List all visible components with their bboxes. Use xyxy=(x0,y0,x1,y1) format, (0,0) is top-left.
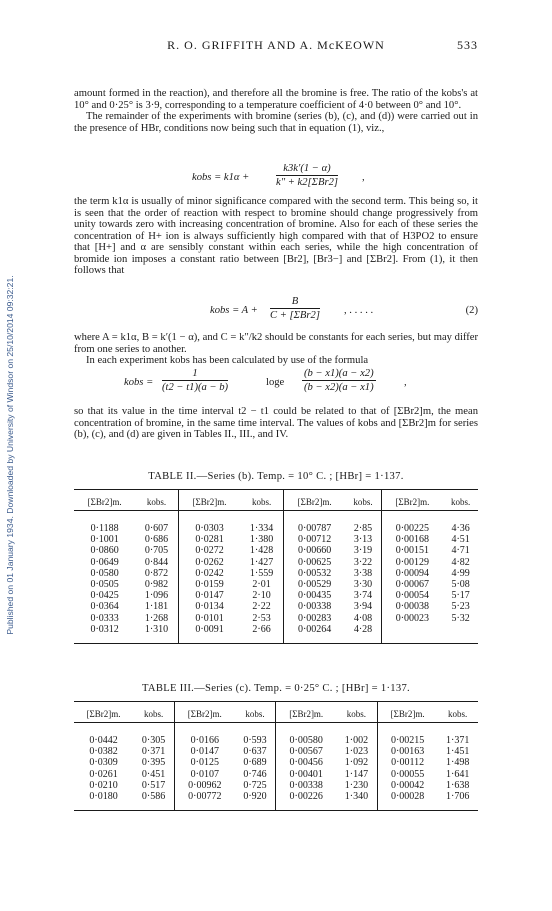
paragraph-6: so that its value in the time interval t2 − t1 could be related to that of [ΣBr2]m, the mean concentration of bromine, in the same time interval. The values of kobs and [ΣBr2]m for series (b), (c), and (d) are given in Tables II., III., and IV. xyxy=(74,406,478,440)
table-2-cell: 0·0312 xyxy=(74,624,135,644)
table-3-cell: 1·706 xyxy=(437,791,478,811)
table-2-cell: 3·22 xyxy=(345,557,381,568)
table-3-cell: 0·593 xyxy=(235,723,276,747)
paragraph-4: where A = k1α, B = k′(1 − α), and C = k″/k2 should be constants for each series, but may differ from one series to another. xyxy=(74,332,478,355)
table-2-cell: 2·53 xyxy=(240,613,283,624)
table-3-header: [ΣBr2]m. xyxy=(276,702,336,723)
table-2-cell: 0·00264 xyxy=(283,624,345,644)
text-block-1 xyxy=(74,88,478,134)
table-2-header: kobs. xyxy=(345,490,381,511)
equation-3-denominator-1: (t2 − t1)(a − b) xyxy=(162,382,229,393)
table-2-cell: 5·23 xyxy=(451,601,470,613)
table-3-cell: 1·002 xyxy=(336,723,377,747)
equation-3-log: loge xyxy=(266,377,285,388)
equation-3-fraction-2 xyxy=(302,368,376,393)
table-3-cell: 0·00580 xyxy=(289,735,323,746)
table-3-row xyxy=(74,757,478,768)
table-2-row xyxy=(74,511,478,535)
table-2-row xyxy=(74,568,478,579)
table-2-caption: TABLE II.—Series (b). Temp. = 10° C. ; [HBr] = 1·137. xyxy=(148,471,404,482)
equation-2-fraction xyxy=(270,296,320,321)
table-2-cell: 0·00338 xyxy=(297,601,332,613)
table-2-cell: 4·08 xyxy=(345,613,381,624)
table-2-cell: 1·427 xyxy=(240,557,283,568)
table-2-cell: 2·85 xyxy=(345,511,381,535)
table-3-cell: 0·0166 xyxy=(190,735,219,746)
equation-1-denominator: k″ + k2[ΣBr2] xyxy=(276,177,338,188)
table-3-cell: 0·00112 xyxy=(391,757,425,769)
table-2-cell: 0·872 xyxy=(135,568,178,579)
table-2-row xyxy=(74,590,478,601)
table-2-cell: 5·17 xyxy=(451,590,470,602)
table-2-cell: 0·00054 xyxy=(395,590,430,602)
table-3-cell: 0·00226 xyxy=(276,791,336,811)
table-2-cell: 1·380 xyxy=(240,534,283,545)
table-2-cell xyxy=(381,624,443,644)
table-2-cell: 0·1001 xyxy=(90,534,119,546)
table-2-cell: 4·82 xyxy=(451,556,470,568)
table-3-cell: 0·00028 xyxy=(377,791,437,811)
table-2-header: [ΣBr2]m. xyxy=(74,490,135,511)
text-block-4 xyxy=(74,406,478,441)
table-3-cell: 0·00338 xyxy=(289,779,323,791)
table-3-cell: 1·451 xyxy=(446,746,470,758)
table-2-header: kobs. xyxy=(135,490,178,511)
table-2-cell: 0·844 xyxy=(135,557,178,568)
table-2-cell: 4·28 xyxy=(345,624,381,644)
paragraph-2: The remainder of the experiments with bromine (series (b), (c), and (d)) were carried out in the presence of HBr, conditions now being such that in equation (1), viz., xyxy=(74,111,478,134)
table-2-row xyxy=(74,579,478,590)
page-header xyxy=(74,38,478,54)
running-title: R. O. GRIFFITH AND A. McKEOWN xyxy=(167,38,385,52)
table-2-cell: 0·0101 xyxy=(195,612,224,624)
table-2-cell: 0·0580 xyxy=(90,567,119,579)
table-2-cell: 0·00129 xyxy=(395,556,430,568)
table-2-body xyxy=(74,511,478,644)
table-2-cell: 5·08 xyxy=(451,579,470,591)
table-2-header: [ΣBr2]m. xyxy=(381,490,443,511)
equation-1-fraction xyxy=(276,163,338,188)
table-2-cell: 1·559 xyxy=(240,568,283,579)
paragraph-5: In each experiment kobs has been calculated by use of the formula xyxy=(86,355,369,366)
table-3-cell: 0·725 xyxy=(235,780,276,791)
table-2-cell: 0·0281 xyxy=(195,534,224,546)
table-3-header: kobs. xyxy=(235,702,276,723)
table-2-cell: 0·0147 xyxy=(195,590,224,602)
download-watermark xyxy=(0,0,20,911)
table-3-cell: 0·0147 xyxy=(190,746,219,758)
table-2-row xyxy=(74,545,478,556)
table-2-cell: 0·00532 xyxy=(297,567,332,579)
table-2-cell: 0·705 xyxy=(135,545,178,556)
table-2-cell: 0·00023 xyxy=(395,612,430,624)
table-3-row xyxy=(74,780,478,791)
table-3-cell: 0·00962 xyxy=(188,779,222,791)
table-2-row xyxy=(74,534,478,545)
table-2-cell: 0·00168 xyxy=(395,534,430,546)
table-2-cell: 0·00067 xyxy=(395,579,430,591)
table-3-cell: 0·0261 xyxy=(89,768,118,780)
table-2-cell: 1·334 xyxy=(240,511,283,535)
table-2-cell: 0·0242 xyxy=(195,567,224,579)
table-2-cell: 0·00225 xyxy=(395,523,430,534)
table-3-cell: 0·451 xyxy=(133,769,174,780)
download-watermark-text: Published on 01 January 1934. Downloaded by University of Windsor on 25/10/2014 09:32:21. xyxy=(5,275,15,635)
text-block-3 xyxy=(74,332,478,367)
equation-2-numerator: B xyxy=(270,296,320,309)
table-2-cell: 0·00660 xyxy=(297,545,332,557)
table-3-cell: 1·147 xyxy=(336,769,377,780)
table-2-cell: 0·0649 xyxy=(90,556,119,568)
table-3-cell: 0·00772 xyxy=(175,791,235,811)
table-3-cell: 1·023 xyxy=(336,746,377,757)
table-3-cell: 0·0210 xyxy=(89,779,118,791)
equation-2-tail: , . . . . . xyxy=(344,305,374,316)
equation-2-lhs: kobs = A + xyxy=(210,305,258,316)
paragraph-3: the term k1α is usually of minor significance compared with the second term. This being so, it is seen that the order of reaction with respect to bromine should change progressively from unity towards zero with increasing concentration of bromine. Also for each of these series the concentration of H+ ion is always sufficiently high compared with that of H3PO2 to ensure that [H+] and α are sensibly constant within each series, while the high concentration of bromide ion imposes a constant ratio between [Br2], [Br3−] and [ΣBr2]. From (1), it then follows that xyxy=(74,196,478,276)
table-3-cell: 0·920 xyxy=(235,791,276,811)
table-2-cell: 2·22 xyxy=(240,601,283,612)
table-3-cell: 0·371 xyxy=(133,746,174,757)
equation-2-number: (2) xyxy=(465,305,478,316)
table-3-cell: 1·638 xyxy=(446,779,470,791)
table-3-row xyxy=(74,723,478,747)
table-3-cell: 0·586 xyxy=(133,791,174,811)
table-2-cell: 0·00038 xyxy=(395,601,430,613)
equation-1-lhs: kobs = k1α + xyxy=(192,172,250,183)
table-3-cell: 1·498 xyxy=(446,757,470,769)
equation-1-numerator: k3k′(1 − α) xyxy=(276,163,338,176)
table-2-cell: 0·0303 xyxy=(195,523,224,534)
equation-3 xyxy=(74,368,478,398)
table-2-cell: 0·00625 xyxy=(297,556,332,568)
table-3-cell: 1·641 xyxy=(446,768,470,780)
equation-1 xyxy=(74,163,478,193)
table-2-cell: 0·1188 xyxy=(90,523,119,534)
table-2-header: kobs. xyxy=(443,490,478,511)
table-3-header: [ΣBr2]m. xyxy=(377,702,437,723)
table-2-cell: 1·096 xyxy=(135,590,178,601)
table-3-cell: 0·00215 xyxy=(390,735,425,746)
table-2-header: kobs. xyxy=(240,490,283,511)
table-2-cell: 4·51 xyxy=(451,534,470,546)
table-2-cell: 5·32 xyxy=(451,612,470,624)
table-2-cell: 0·00283 xyxy=(297,612,332,624)
table-2-row xyxy=(74,601,478,612)
table-2-header-row xyxy=(74,490,478,511)
equation-3-lhs: kobs = xyxy=(124,377,154,388)
table-3-cell: 1·092 xyxy=(336,757,377,768)
table-2-cell: 0·0860 xyxy=(90,545,119,557)
table-2-cell: 1·181 xyxy=(135,601,178,612)
table-3-header-row xyxy=(74,702,478,723)
table-2-cell: 0·00094 xyxy=(395,567,430,579)
table-2-cell: 2·10 xyxy=(240,590,283,601)
table-2-cell: 0·0505 xyxy=(90,579,119,591)
table-3-cell: 0·689 xyxy=(235,757,276,768)
table-3-cell: 0·0107 xyxy=(190,768,219,780)
table-3-row xyxy=(74,791,478,811)
table-2-cell: 1·310 xyxy=(135,624,178,644)
table-3-cell: 0·00163 xyxy=(390,746,425,758)
table-3-header: kobs. xyxy=(437,702,478,723)
table-2-row xyxy=(74,557,478,568)
table-3-cell: 0·746 xyxy=(235,769,276,780)
table-3-cell: 0·395 xyxy=(133,757,174,768)
table-2-cell: 3·38 xyxy=(345,568,381,579)
table-3-cell: 1·230 xyxy=(336,780,377,791)
table-2-cell: 0·00529 xyxy=(297,579,332,591)
table-3-cell: 0·305 xyxy=(133,723,174,747)
table-3-cell: 1·371 xyxy=(446,735,470,746)
table-3-cell: 0·0180 xyxy=(74,791,133,811)
table-2-cell: 0·0262 xyxy=(195,556,224,568)
table-2-cell: 0·607 xyxy=(135,511,178,535)
text-block-2 xyxy=(74,196,478,277)
table-2-cell: 0·0333 xyxy=(90,612,119,624)
table-3-cell: 0·517 xyxy=(133,780,174,791)
equation-3-fraction-1 xyxy=(162,368,228,393)
table-2-cell: 0·0134 xyxy=(195,601,224,613)
table-2-header: [ΣBr2]m. xyxy=(283,490,345,511)
table-2-cell: 0·686 xyxy=(135,534,178,545)
table-2-cell: 2·01 xyxy=(240,579,283,590)
table-2-cell: 0·00151 xyxy=(395,545,430,557)
equation-2 xyxy=(74,296,478,326)
table-2-cell: 1·428 xyxy=(240,545,283,556)
table-2-cell: 1·268 xyxy=(135,613,178,624)
table-3-cell: 0·0442 xyxy=(89,735,118,746)
table-2-cell: 2·66 xyxy=(240,624,283,644)
table-2-cell xyxy=(443,624,478,644)
table-2-row xyxy=(74,624,478,644)
table-3-cell: 0·00567 xyxy=(289,746,323,758)
paragraph-1: amount formed in the reaction), and therefore all the bromine is free. The ratio of the kobs's at 10° and 0·25° is 3·9, corresponding to a temperature coefficient of 4·0 between 0° and 10°. xyxy=(74,88,478,111)
table-3-cell: 0·00401 xyxy=(289,768,323,780)
equation-3-denominator-2: (b − x2)(a − x1) xyxy=(304,382,374,393)
table-3-cell: 1·340 xyxy=(336,791,377,811)
table-2-cell: 3·30 xyxy=(345,579,381,590)
equation-1-tail: , xyxy=(362,172,365,183)
table-3-cell: 0·00456 xyxy=(289,757,323,769)
table-3 xyxy=(74,701,478,811)
table-2-cell: 0·0159 xyxy=(195,579,224,591)
page-number: 533 xyxy=(457,38,478,52)
table-3-body xyxy=(74,723,478,811)
table-2-cell: 3·74 xyxy=(345,590,381,601)
equation-3-numerator-2: (b − x1)(a − x2) xyxy=(304,368,374,379)
table-3-cell: 0·0309 xyxy=(89,757,118,769)
equation-2-denominator: C + [ΣBr2] xyxy=(270,310,320,321)
table-2-cell: 0·00712 xyxy=(297,534,332,546)
table-2-cell: 0·0364 xyxy=(90,601,119,613)
table-3-cell: 0·637 xyxy=(235,746,276,757)
table-3-header: [ΣBr2]m. xyxy=(74,702,133,723)
table-2-cell: 0·0272 xyxy=(195,545,224,557)
table-3-header: [ΣBr2]m. xyxy=(175,702,235,723)
table-2-cell: 3·13 xyxy=(345,534,381,545)
table-2 xyxy=(74,489,478,644)
equation-3-tail: , xyxy=(404,377,407,388)
table-2-cell: 3·94 xyxy=(345,601,381,612)
table-2-cell: 0·0425 xyxy=(90,590,119,602)
table-3-row xyxy=(74,746,478,757)
table-3-row xyxy=(74,769,478,780)
table-2-cell: 3·19 xyxy=(345,545,381,556)
table-3-cell: 0·00042 xyxy=(390,779,425,791)
table-2-cell: 0·00787 xyxy=(297,523,332,534)
table-3-cell: 0·0382 xyxy=(89,746,118,758)
table-3-cell: 0·00055 xyxy=(390,768,425,780)
table-3-cell: 0·0125 xyxy=(190,757,219,769)
table-3-header: kobs. xyxy=(133,702,174,723)
table-3-header: kobs. xyxy=(336,702,377,723)
table-2-row xyxy=(74,613,478,624)
table-2-cell: 4·99 xyxy=(451,567,470,579)
table-2-cell: 4·36 xyxy=(451,523,470,534)
table-3-caption: TABLE III.—Series (c). Temp. = 0·25° C. ; [HBr] = 1·137. xyxy=(141,683,411,694)
table-2-cell: 0·0091 xyxy=(178,624,240,644)
table-2-cell: 4·71 xyxy=(451,545,470,557)
equation-3-numerator-1: 1 xyxy=(162,368,228,381)
table-2-header: [ΣBr2]m. xyxy=(178,490,240,511)
table-2-cell: 0·00435 xyxy=(297,590,332,602)
table-2-cell: 0·982 xyxy=(135,579,178,590)
